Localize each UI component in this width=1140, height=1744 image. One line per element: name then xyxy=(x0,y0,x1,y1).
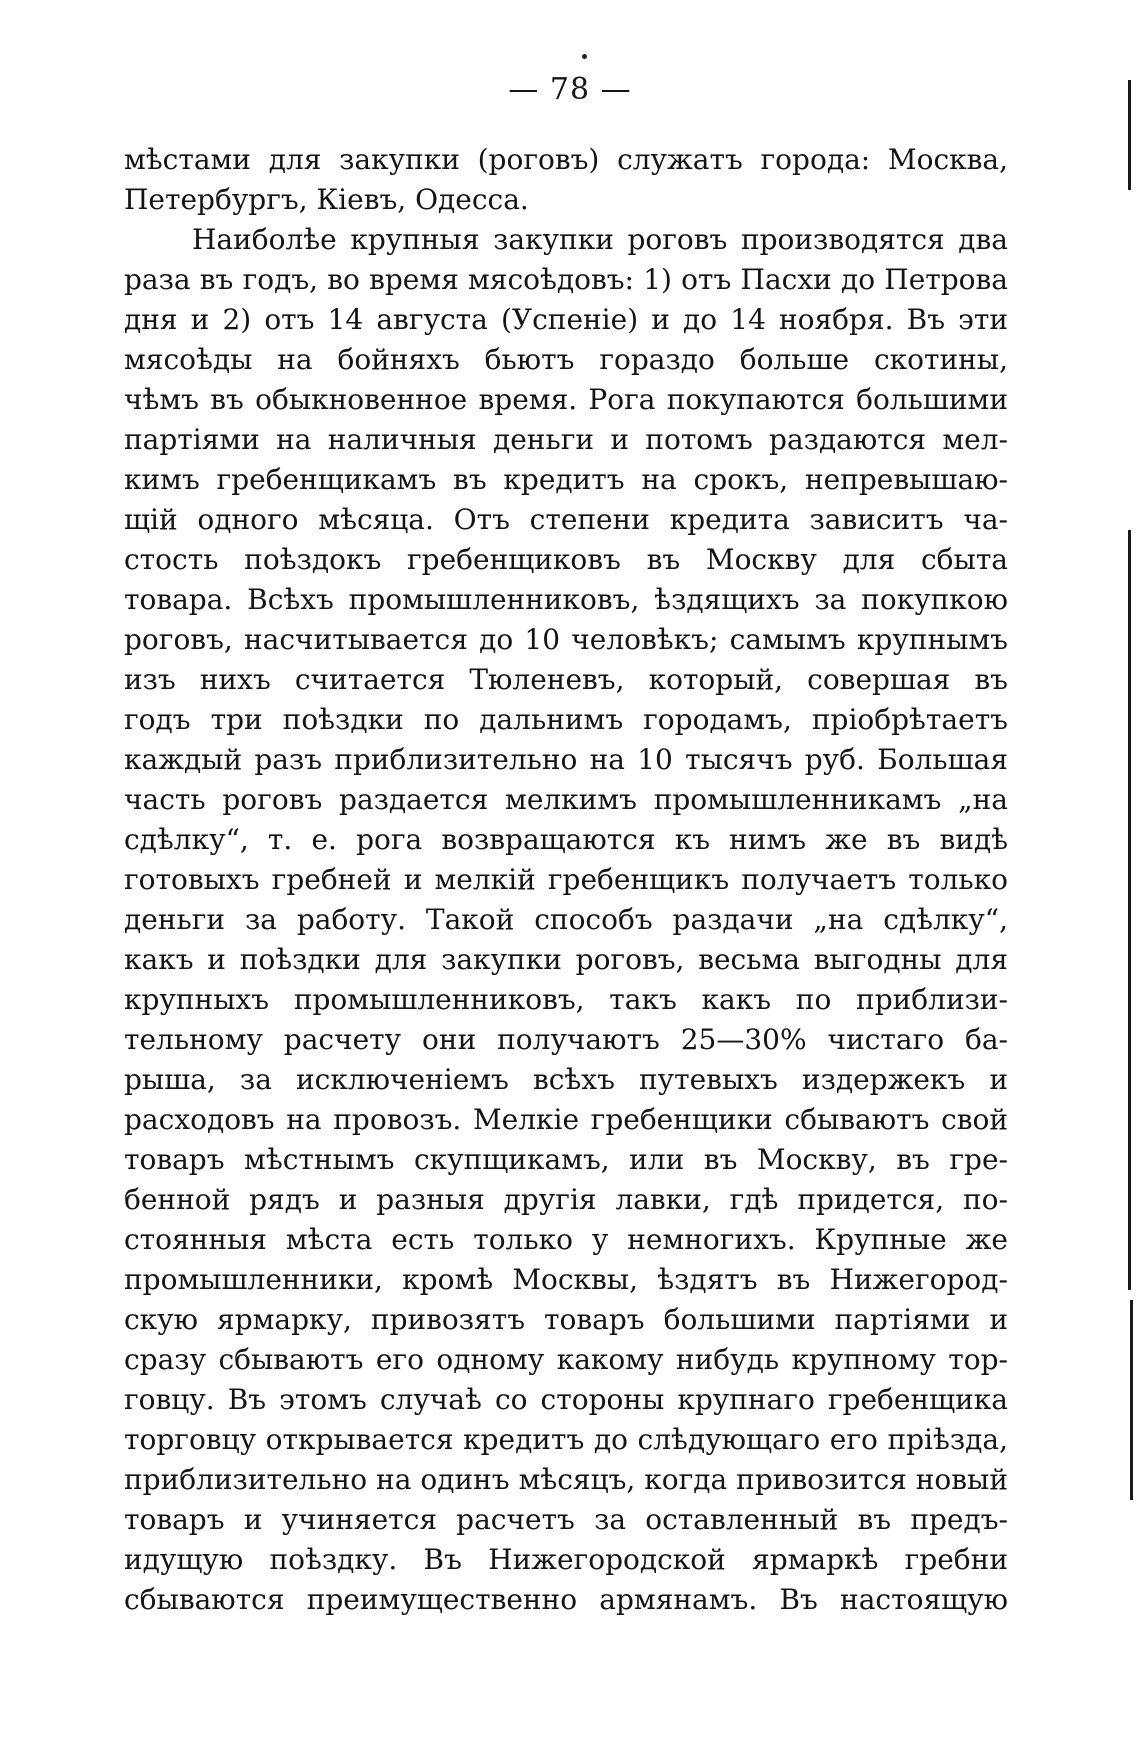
text-line: годъ три поѣздки по дальнимъ городамъ, пріобрѣтаетъ xyxy=(124,703,1008,736)
text-line: готовыхъ гребней и мелкій гребенщикъ получаетъ только xyxy=(124,863,1008,896)
text-line: промышленники, кромѣ Москвы, ѣздятъ въ Нижегород- xyxy=(124,1263,1008,1296)
text-line: рыша, за исключеніемъ всѣхъ путевыхъ издержекъ и xyxy=(124,1063,1008,1096)
text-line: мѣстами для закупки (роговъ) служатъ города: Москва, xyxy=(124,143,1008,176)
text-line: Петербургъ, Кіевъ, Одесса. xyxy=(124,183,529,216)
text-line: торговцу открывается кредитъ до слѣдующаго его пріѣзда, xyxy=(124,1423,1008,1456)
text-line: идущую поѣздку. Въ Нижегородской ярмаркѣ гребни xyxy=(124,1543,1008,1576)
text-line: кимъ гребенщикамъ въ кредитъ на срокъ, непревышаю- xyxy=(124,463,1008,496)
text-line: роговъ, насчитывается до 10 человѣкъ; самымъ крупнымъ xyxy=(124,623,1008,656)
text-line: деньги за работу. Такой способъ раздачи „на сдѣлку“, xyxy=(124,903,1008,936)
text-line: партіями на наличныя деньги и потомъ раздаются мел- xyxy=(124,423,1008,456)
text-line: скую ярмарку, привозятъ товаръ большими партіями и xyxy=(124,1303,1008,1336)
page-edge-line xyxy=(1130,1300,1133,1500)
text-line: бенной рядъ и разныя другія лавки, гдѣ придется, по- xyxy=(124,1183,1008,1216)
ink-dot xyxy=(582,54,587,59)
text-line: сразу сбываютъ его одному какому нибудь крупному тор- xyxy=(124,1343,1008,1376)
text-line: товаръ мѣстнымъ скупщикамъ, или въ Москву, въ гре- xyxy=(124,1143,1008,1176)
text-line: сбываются преимущественно армянамъ. Въ настоящую xyxy=(124,1583,1008,1616)
text-line: мясоѣды на бойняхъ бьютъ гораздо больше скотины, xyxy=(124,343,1008,376)
page-edge-line xyxy=(1128,530,1131,1290)
text-line: стоянныя мѣста есть только у немногихъ. Крупные же xyxy=(124,1223,1008,1256)
text-line: щій одного мѣсяца. Отъ степени кредита зависитъ ча- xyxy=(124,503,1008,536)
body-text xyxy=(124,140,1008,1620)
text-line: приблизительно на одинъ мѣсяцъ, когда привозится новый xyxy=(124,1463,1008,1496)
text-line: товара. Всѣхъ промышленниковъ, ѣздящихъ за покупкою xyxy=(124,583,1008,616)
text-line: раза въ годъ, во время мясоѣдовъ: 1) отъ Пасхи до Петрова xyxy=(124,263,1008,296)
text-line: сдѣлку“, т. е. рога возвращаются къ нимъ же въ видѣ xyxy=(124,823,1008,856)
text-line: расходовъ на провозъ. Мелкіе гребенщики сбываютъ свой xyxy=(124,1103,1008,1136)
text-line: часть роговъ раздается мелкимъ промышленникамъ „на xyxy=(124,783,1008,816)
text-line: какъ и поѣздки для закупки роговъ, весьма выгодны для xyxy=(124,943,1008,976)
text-line: говцу. Въ этомъ случаѣ со стороны крупнаго гребенщика xyxy=(124,1383,1008,1416)
text-line: товаръ и учиняется расчетъ за оставленный въ предъ- xyxy=(124,1503,1008,1536)
page-number: — 78 — xyxy=(508,72,632,107)
page-edge-line xyxy=(1128,80,1131,190)
text-line: чѣмъ въ обыкновенное время. Рога покупаются большими xyxy=(124,383,1008,416)
paragraph-first-line: Наиболѣе крупныя закупки роговъ производятся два xyxy=(192,223,1008,256)
text-line: стость поѣздокъ гребенщиковъ въ Москву для сбыта xyxy=(124,543,1008,576)
text-line: изъ нихъ считается Тюленевъ, который, совершая въ xyxy=(124,663,1008,696)
text-line: каждый разъ приблизительно на 10 тысячъ руб. Большая xyxy=(124,743,1008,776)
text-line: дня и 2) отъ 14 августа (Успеніе) и до 14 ноября. Въ эти xyxy=(124,303,1008,336)
text-line: крупныхъ промышленниковъ, такъ какъ по приблизи- xyxy=(124,983,1008,1016)
text-line: тельному расчету они получаютъ 25—30% чистаго ба- xyxy=(124,1023,1008,1056)
